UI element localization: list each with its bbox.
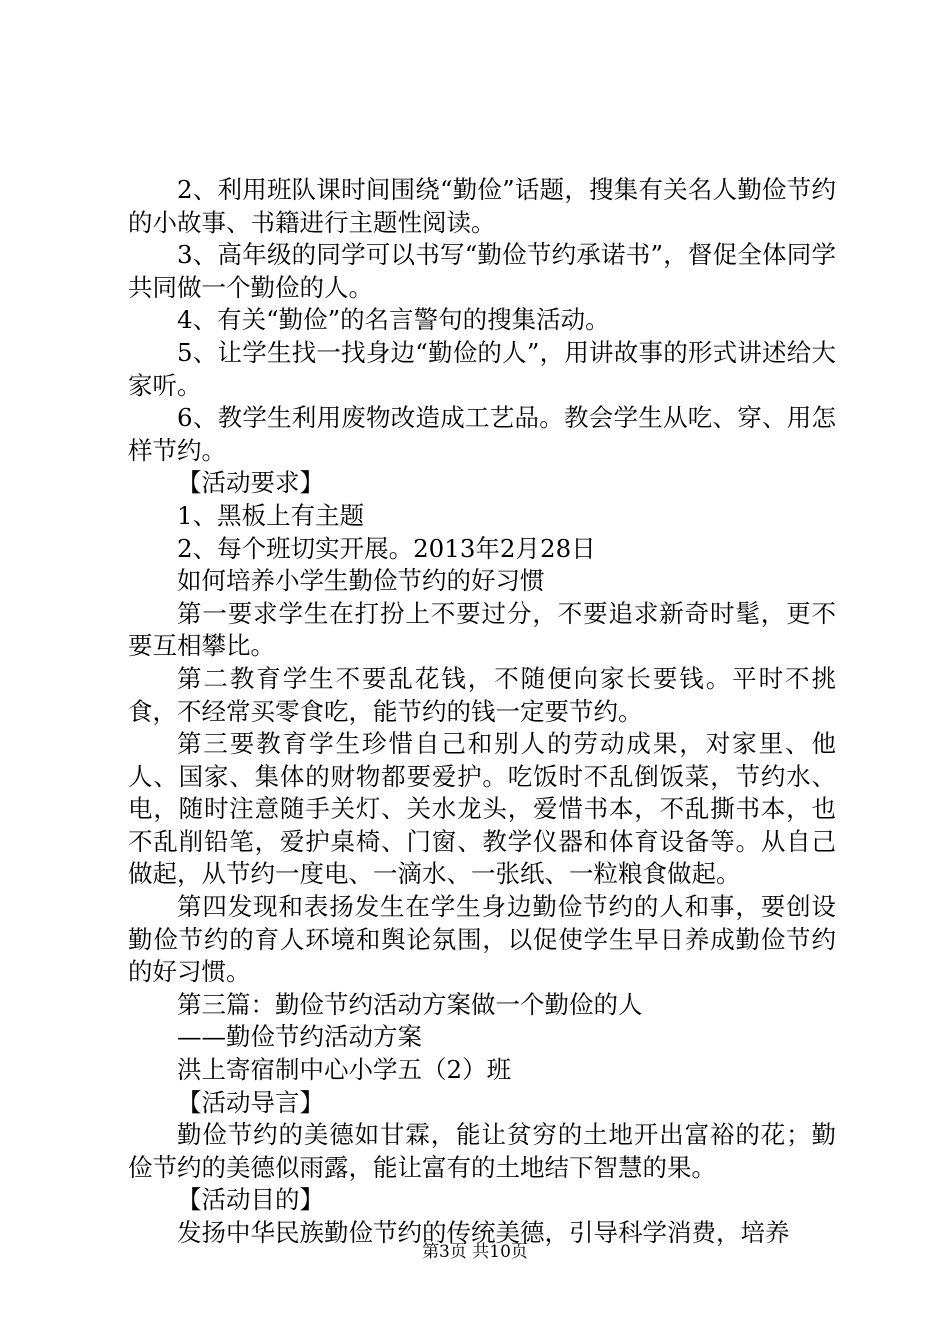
- chapter-subtitle: ——勤俭节约活动方案: [177, 1022, 422, 1052]
- paragraph-item-4: 4、有关“勤俭”的名言警句的搜集活动。: [177, 305, 610, 335]
- document-body: [128, 174, 836, 1250]
- paragraph-item-5: 5、让学生找一找身边“勤俭的人”，用讲故事的形式讲述给大家听。: [128, 337, 836, 400]
- habit-paragraph-2: 第二教育学生不要乱花钱，不随便向家长要钱。平时不挑食，不经常买零食吃，能节约的钱一定要节约。: [128, 663, 836, 726]
- section-heading-intro: 【活动导言】: [177, 1087, 324, 1117]
- paragraph-item-6: 6、教学生利用废物改造成工艺品。教会学生从吃、穿、用怎样节约。: [128, 403, 836, 465]
- requirement-item-2: 2、每个班切实开展。2013年2月28日: [177, 533, 596, 563]
- chapter-title: 第三篇：勤俭节约活动方案做一个勤俭的人: [177, 989, 643, 1019]
- section-heading-requirements: 【活动要求】: [177, 468, 324, 498]
- habit-paragraph-3: 第三要教育学生珍惜自己和别人的劳动成果，对家里、他人、国家、集体的财物都要爱护。吃饭时不乱倒饭菜，节约水、电，随时注意随手关灯、关水龙头，爱惜书本，不乱撕书本，也不乱削铅笔，爱护桌椅、门窗、教学仪器和体育设备等。从自己做起，从节约一度电、一滴水、一张纸、一粒粮食做起。: [128, 729, 836, 889]
- habit-paragraph-1: 第一要求学生在打扮上不要过分，不要追求新奇时髦，更不要互相攀比。: [128, 598, 836, 661]
- page-number-footer: 第3页 共10页: [422, 1242, 528, 1262]
- habit-paragraph-4: 第四发现和表扬发生在学生身边勤俭节约的人和事，要创设勤俭节约的育人环境和舆论氛围，以促使学生早日养成勤俭节约的好习惯。: [128, 892, 836, 987]
- purpose-paragraph: 发扬中华民族勤俭节约的传统美德，引导科学消费，培养: [177, 1218, 790, 1247]
- class-name: 洪上寄宿制中心小学五（2）班: [177, 1055, 512, 1085]
- requirement-item-1: 1、黑板上有主题: [177, 500, 365, 530]
- intro-paragraph: 勤俭节约的美德如甘霖，能让贫穷的土地开出富裕的花；勤俭节约的美德似雨露，能让富有的土地结下智慧的果。: [128, 1120, 836, 1182]
- paragraph-item-3: 3、高年级的同学可以书写“勤俭节约承诺书”，督促全体同学共同做一个勤俭的人。: [128, 240, 836, 302]
- section-heading-purpose: 【活动目的】: [177, 1185, 324, 1215]
- section-title-habits: 如何培养小学生勤俭节约的好习惯: [177, 566, 545, 596]
- paragraph-item-2: 2、利用班队课时间围绕“勤俭”话题，搜集有关名人勤俭节约的小故事、书籍进行主题性阅读。: [128, 175, 836, 237]
